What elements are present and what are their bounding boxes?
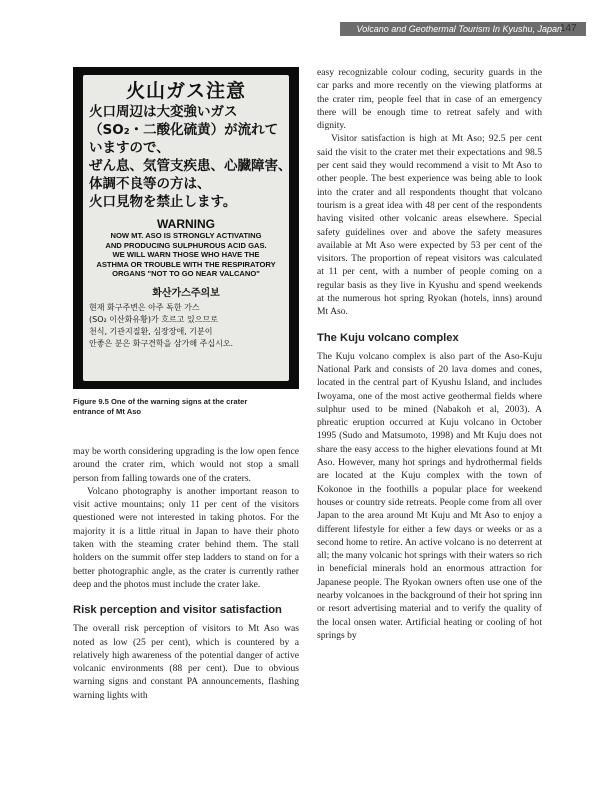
body-paragraph: The overall risk perception of visitors to Mt Aso was noted as low (25 per cent), which is countered by a relatively high awareness of the potential danger of active volcanic environments (88 per cent). Due to obvious warning signs and constant PA announcements, flashing warning lights with [73,623,299,701]
sign-kr-line: 안좋은 분은 화구견학을 삼가해 주십시오. [89,338,234,348]
sign-jp-line: （SO₂・二酸化硫黄）が流れて [89,122,279,138]
figure-caption: Figure 9.5 One of the warning signs at the crater entrance of Mt Aso [73,397,248,416]
right-column [317,66,542,642]
sign-jp-line: いますので、 [89,140,170,156]
body-paragraph: The Kuju volcano complex is also part of the Aso-Kuju National Park and consists of 20 lava domes and cones, located in the central part of Kyushu Island, and includes Iwoyama, one of the most active geothermal fields where sulphur used to be mined (Nabakoh et al, 2003). A phreatic eruption occurred at Kuju volcano in October 1995 (Sudo and Matsumoto, 1998) and Mt Kuju does not share the easy access to the higher elevations found at Mt Aso. However, many hot springs and hydrothermal fields are located at the Kuju complex with the town of Kokonoe in the foothills a popular place for weekend houses or country side retreats. People come from all over Japan to the area around Mt Kuju and Mt Aso to enjoy a different lifestyle for either a few days or weeks or as a second home to retire. An active volcano is no deterrent at all; the many volcanic hot springs with their waters so rich in beneficial minerals hold an enormous attraction for Japanese people. The Ryokan owners often use one of the nearby volcanoes in the background of their hot spring inn or resort advertising material and to verify the quality of the local onsen water. Artificial heating or cooling of hot springs by [317,350,542,641]
sign-kr-line: 현재 화구주변은 아주 독한 가스 [89,302,200,312]
sign-warning-title: WARNING [157,217,215,231]
warning-sign [83,75,292,381]
sign-jp-line: 火口周辺は大変強いガス [89,104,238,120]
sign-kr-title: 화산가스주의보 [152,287,220,299]
body-paragraph: may be worth considering upgrading is the low open fence around the crater rim, which would not stop a small person from falling towards one of the craters. [73,446,299,484]
body-paragraph: Volcano photography is another important reason to visit active mountains; only 11 per cent of the visitors questioned were not interested in taking photos. For the majority it is a little ritual in Japan to have their photo taken with the steaming crater behind them. The stall holders on the summit offer step ladders to stand on for a better photographic angle, as the crater is currently rather deep and the photos must include the crater lake. [73,485,299,590]
sign-jp-line: 体調不良等の方は、 [89,176,211,192]
sign-en-line: ASTHMA OR TROUBLE WITH THE RESPIRATORY [96,259,276,269]
sign-en-line: ORGANS "NOT TO GO NEAR VALCANO" [112,269,260,279]
section-heading-kuju: The Kuju volcano complex [317,331,459,344]
sign-kr-line: (SO₂ 이산화유황)가 흐르고 있으므로 [89,314,218,324]
sign-en-line: WE WILL WARN THOSE WHO HAVE THE [112,250,260,260]
sign-jp-line: 火口見物を禁止します。 [89,194,237,210]
sign-en-line: NOW MT. ASO IS STRONGLY ACTIVATING [110,231,262,240]
body-paragraph: Visitor satisfaction is high at Mt Aso; 92.5 per cent said the visit to the crater met their expectations and 98.5 per cent said they would recommend a visit to Mt Aso to other people. The best experience was being able to look into the crater and all respondents thought that volcano tourism is a great idea with 48 per cent of the respondents having visited other volcanic areas elsewhere. Special safety guidelines over and above the safety measures available at Mt Aso were expected by 53 per cent of the visitors. The proportion of repeat visitors was calculated at 11 per cent, with a number of people coming on a regular basis as they live in Kyushu and spend weekends at the numerous hot spring Ryokan (hotels, inns) around Mt Aso. [317,133,542,318]
sign-kr-line: 천식, 기관지질환, 심장장애, 기분이 [89,326,213,336]
sign-en-line: AND PRODUCING SULPHUROUS ACID GAS. [105,240,267,250]
page-number: 147 [560,23,577,34]
left-column [73,67,299,702]
section-heading-risk: Risk perception and visitor satisfaction [73,604,282,617]
running-header-title: Volcano and Geothermal Tourism In Kyushu, Japan [356,24,562,34]
running-header [340,22,586,36]
body-paragraph: easy recognizable colour coding, security guards in the car parks and more recently on the viewing platforms at the crater rim, people feel that in case of an emergency there will be enough time to retreat safely and with dignity. [317,67,542,132]
figure-photo [73,67,299,389]
sign-jp-line: ぜん息、気管支疾患、心臓障害、 [89,158,292,174]
sign-jp-title: 火山ガス注意 [125,80,246,102]
